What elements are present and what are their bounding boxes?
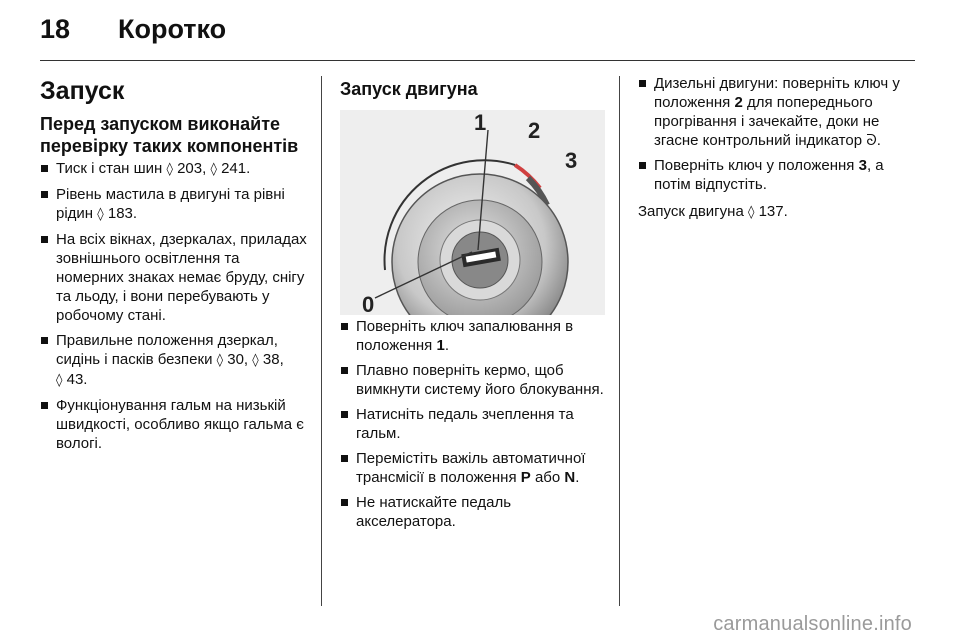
cross-reference-paragraph: Запуск двигуна ◊ 137. — [638, 203, 788, 220]
column-divider — [321, 76, 322, 606]
list-item: Дизельні двигуни: поверніть ключ у положення 2 для попереднього прогрівання і зачекайте, доки не згасне контрольний індикатор ᘐ. — [638, 74, 918, 150]
column-2 — [340, 72, 605, 531]
page-running-title: Коротко — [118, 14, 227, 44]
page-reference-link[interactable]: 38 — [262, 351, 280, 368]
list-item: Функціонування гальм на низькій швидкості, особливо якщо гальма є вологі. — [40, 396, 308, 453]
reference-arrow-icon: ◊ — [216, 353, 224, 368]
position-label-2: 2 — [528, 118, 541, 143]
position-label-3: 3 — [565, 148, 578, 173]
reference-arrow-icon: ◊ — [747, 205, 755, 220]
checklist — [40, 159, 308, 453]
start-steps-list — [340, 317, 605, 531]
page-reference-link[interactable]: 30 — [227, 351, 244, 368]
column-1 — [40, 72, 308, 453]
position-label-1: 1 — [474, 110, 487, 135]
reference-arrow-icon: ◊ — [166, 162, 173, 177]
ignition-switch-illustration — [340, 110, 605, 315]
reference-arrow-icon: ◊ — [56, 373, 63, 388]
page-reference-link[interactable]: 203 — [177, 160, 203, 177]
column-3 — [638, 72, 918, 222]
list-item: Не натискайте педаль акселератора. — [340, 493, 605, 531]
subsection-title: Запуск двигуна — [340, 79, 478, 99]
page-number: 18 — [40, 14, 71, 44]
page-reference-link[interactable]: 183 — [107, 205, 133, 222]
list-item: Поверніть ключ запалювання в положення 1. — [340, 317, 605, 355]
reference-arrow-icon: ◊ — [252, 353, 259, 368]
list-item: Перемістіть важіль автоматичної трансмісії в положення P або N. — [340, 449, 605, 487]
list-item: Правильне положення дзеркал, сидінь і пасків безпеки ◊ 30, ◊ 38, ◊ 43. — [40, 331, 308, 390]
ignition-switch-icon — [340, 110, 605, 315]
list-item: Поверніть ключ у положення 3, а потім відпустіть. — [638, 156, 918, 194]
list-item: Плавно поверніть кермо, щоб вимкнути систему його блокування. — [340, 361, 605, 399]
reference-arrow-icon: ◊ — [210, 162, 217, 177]
section-title: Запуск — [40, 77, 125, 105]
list-item: На всіх вікнах, дзеркалах, приладах зовнішнього освітлення та номерних знаках немає бруду, снігу та льоду, і вони перебувають у робочому стані. — [40, 230, 308, 325]
page-reference-link[interactable]: 241 — [221, 160, 247, 177]
reference-arrow-icon: ◊ — [97, 207, 104, 222]
header-rule — [40, 60, 915, 61]
list-item: Тиск і стан шин ◊ 203, ◊ 241. — [40, 159, 308, 179]
glow-plug-indicator-icon: ᘐ — [866, 132, 877, 149]
page-reference-link[interactable]: 43 — [66, 371, 84, 388]
list-item: Рівень мастила в двигуні та рівні рідин ◊ 183. — [40, 185, 308, 224]
start-steps-list-continued — [638, 74, 918, 194]
position-label-0: 0 — [362, 292, 375, 315]
watermark: carmanualsonline.info — [713, 613, 912, 635]
page-reference-link[interactable]: 137 — [758, 203, 784, 220]
list-item: Натисніть педаль зчеплення та гальм. — [340, 405, 605, 443]
page-header — [40, 14, 910, 58]
column-divider — [619, 76, 620, 606]
subsection-title: Перед запуском виконайте перевірку таких компонентів — [40, 114, 299, 156]
